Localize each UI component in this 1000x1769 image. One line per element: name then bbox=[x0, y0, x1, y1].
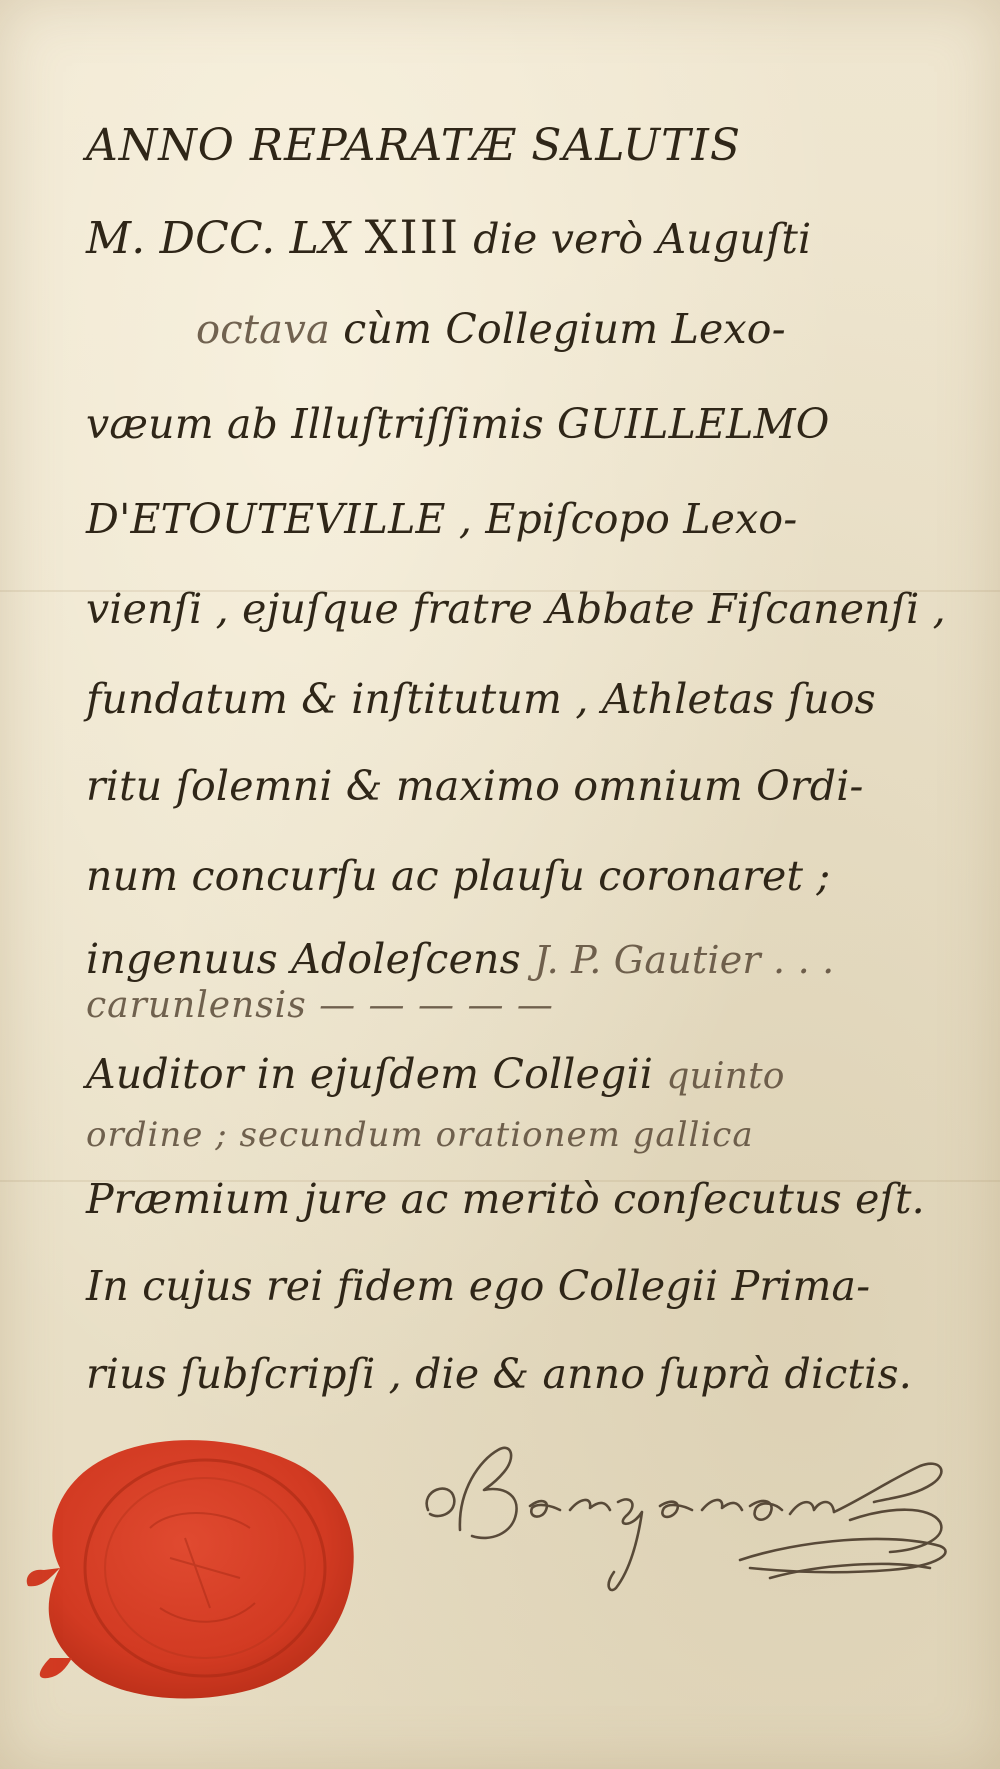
document-title: ANNO REPARATÆ SALUTIS bbox=[86, 120, 741, 171]
day-line bbox=[196, 305, 786, 353]
date-line bbox=[86, 210, 811, 264]
text-line: vienſi , ejuſque fratre Abbate Fiſcanenſi , bbox=[86, 585, 946, 633]
day-handwritten: octava bbox=[196, 307, 331, 353]
class-handwritten: quinto bbox=[666, 1056, 785, 1097]
text-line: rius ſubſcripſi , die & anno ſuprà dictis. bbox=[86, 1350, 912, 1398]
text-line: fundatum & inſtitutum , Athletas ſuos bbox=[86, 675, 876, 723]
text-line: ritu ſolemni & maximo omnium Ordi- bbox=[86, 762, 864, 810]
day-printed: cùm Collegium Lexo- bbox=[330, 305, 786, 353]
year-printed: M. DCC. LX bbox=[86, 213, 365, 264]
prize-handwritten: ordine ; secundum orationem gallica bbox=[86, 1115, 754, 1155]
class-line bbox=[86, 1050, 785, 1098]
date-printed: die verò Auguſti bbox=[460, 215, 812, 263]
student-line bbox=[86, 935, 834, 983]
year-handwritten: XIII bbox=[364, 210, 461, 264]
text-line: D'ETOUTEVILLE , Epiſcopo Lexo- bbox=[86, 495, 798, 543]
text-line: væum ab Illuſtriſſimis GUILLELMO bbox=[86, 400, 830, 448]
signature bbox=[420, 1410, 960, 1600]
text-line: num concurſu ac plauſu coronaret ; bbox=[86, 852, 831, 900]
wax-seal bbox=[20, 1418, 370, 1718]
text-line: In cujus rei fidem ego Collegii Prima- bbox=[86, 1262, 871, 1310]
student-name-handwritten: J. P. Gautier . . . bbox=[534, 938, 835, 982]
class-printed: Auditor in ejuſdem Collegii bbox=[86, 1050, 667, 1098]
student-printed: ingenuus Adoleſcens bbox=[86, 935, 535, 983]
origin-handwritten: carunlensis — — — — — bbox=[86, 985, 554, 1026]
text-line: Præmium jure ac meritò conſecutus eſt. bbox=[86, 1175, 925, 1223]
